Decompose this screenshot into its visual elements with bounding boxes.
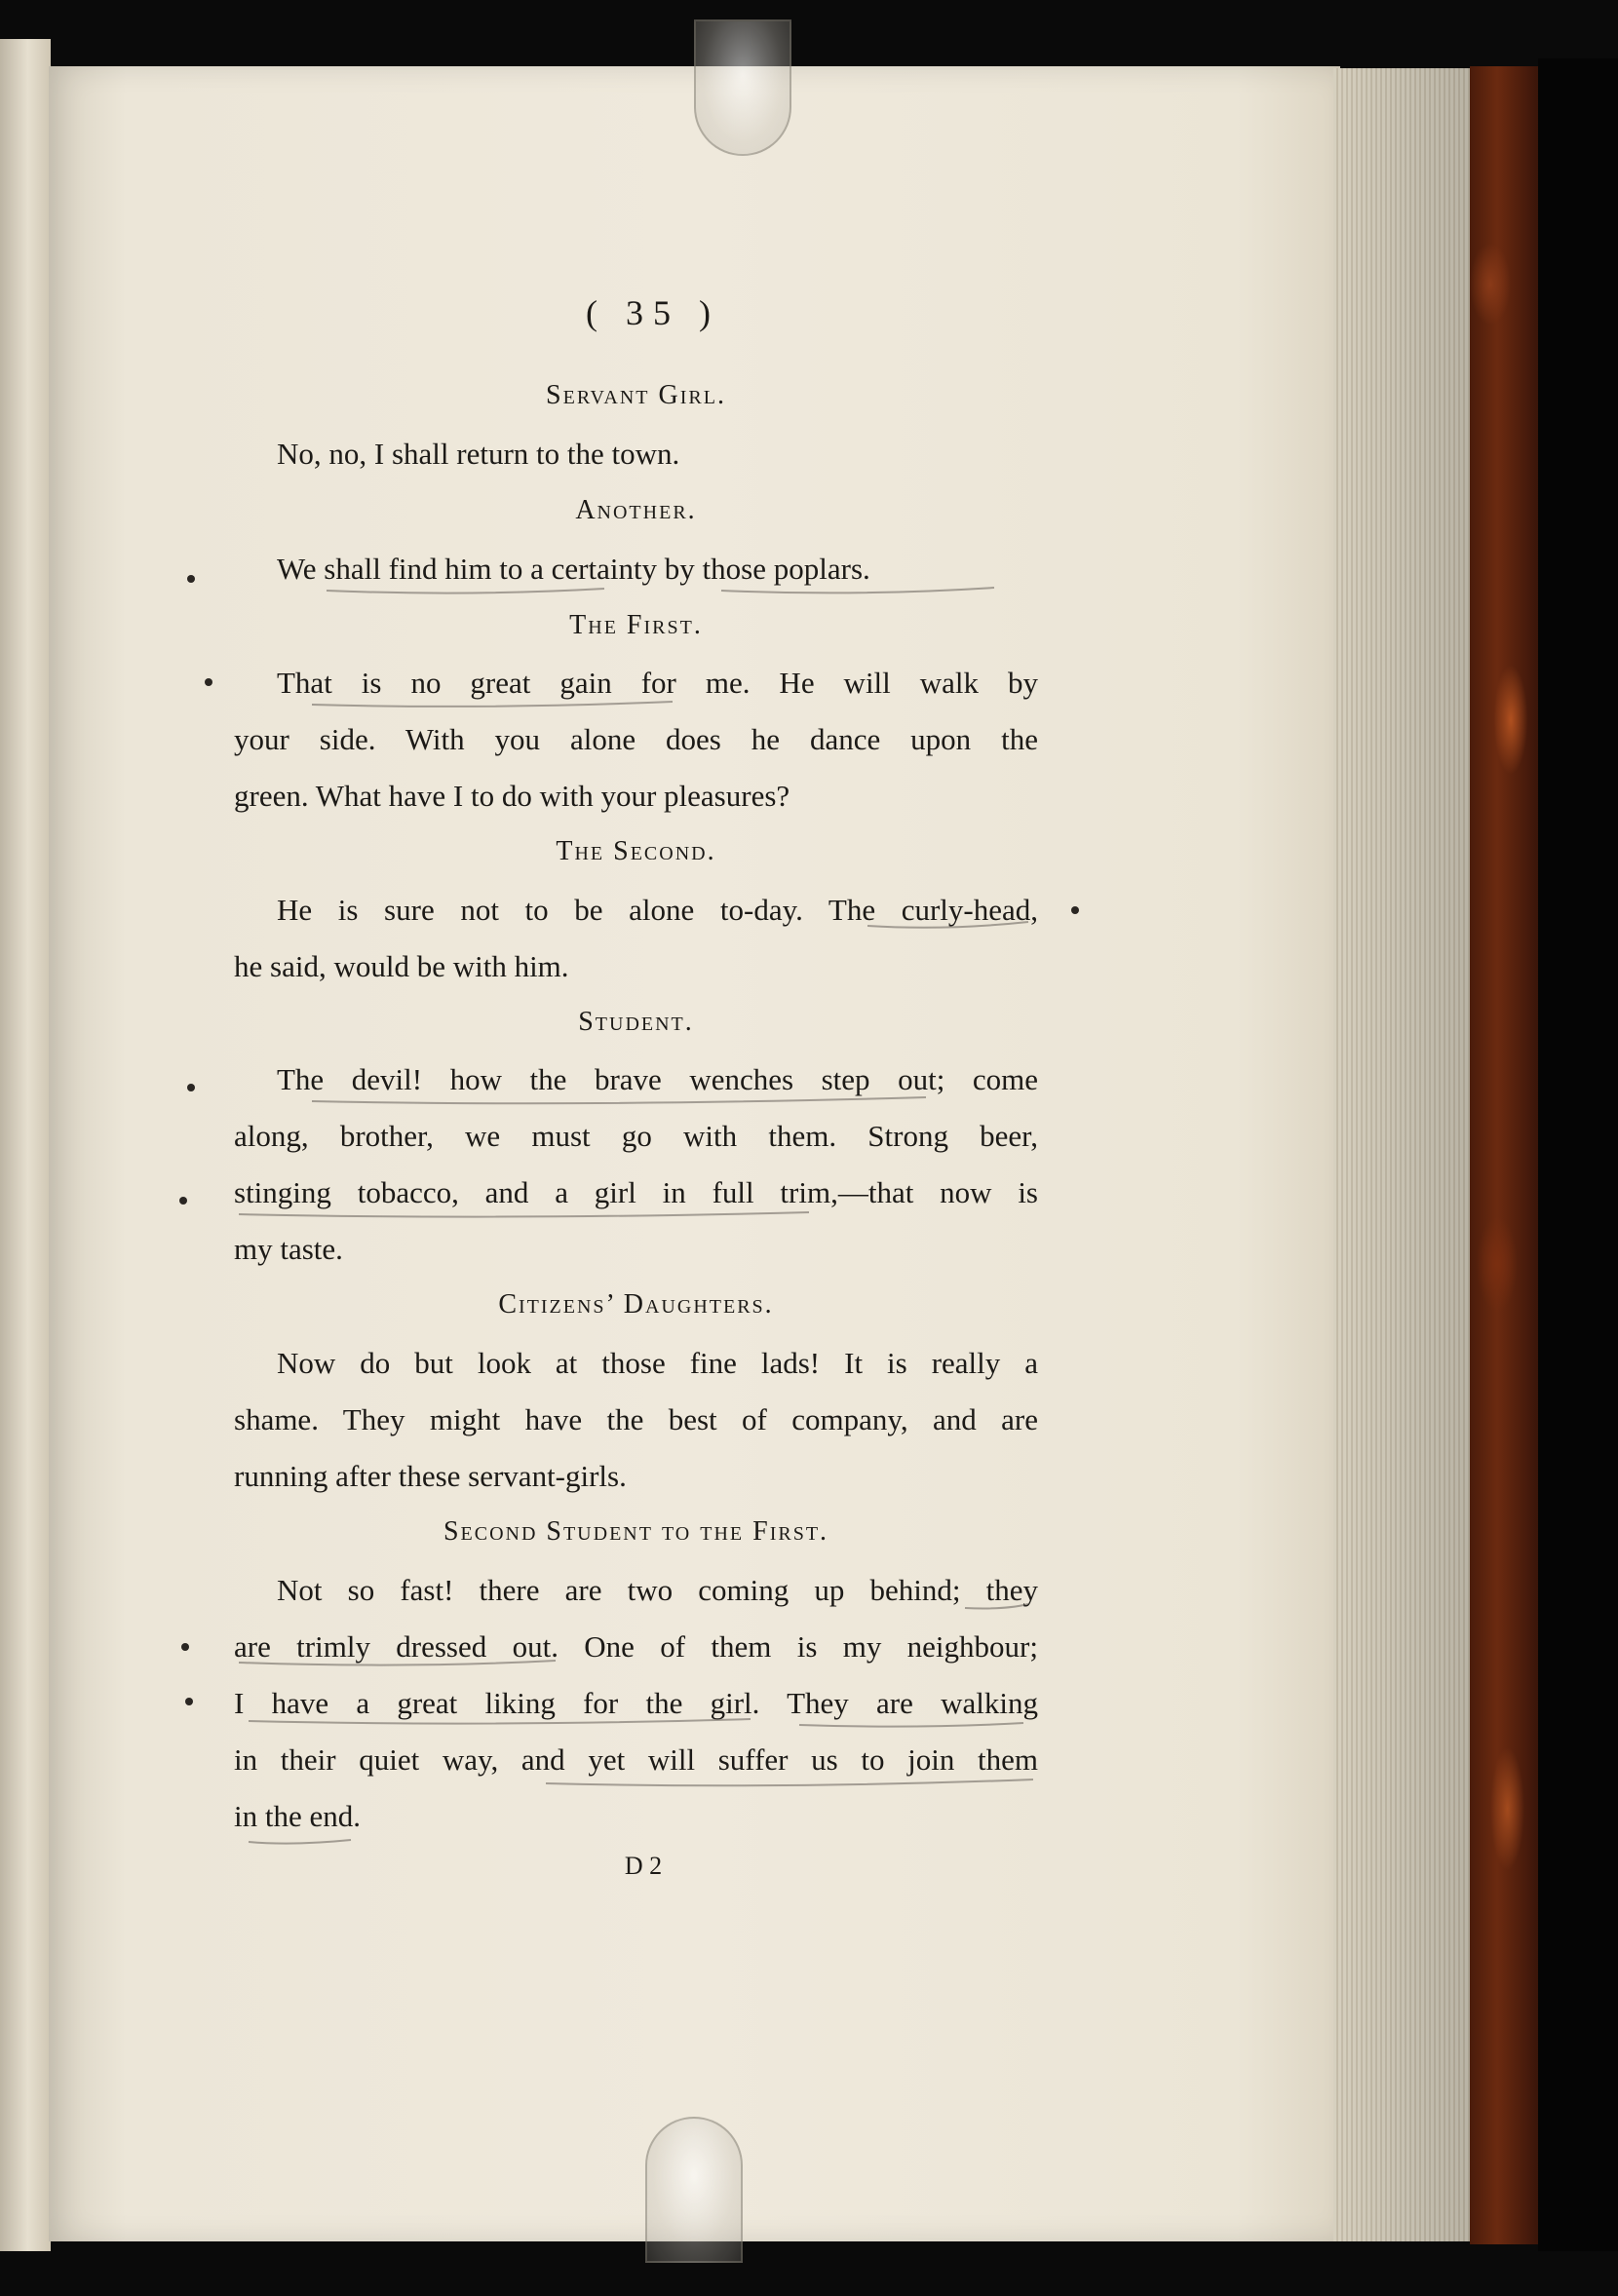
page-number: ( 35 ) (586, 293, 720, 332)
text-line: Now do but look at those fine lads! It is really a (277, 1346, 1038, 1380)
top-page-clip (694, 19, 791, 156)
speaker-citizens-daughters: Citizens’ Daughters. (498, 1289, 774, 1320)
text-line: No, no, I shall return to the town. (277, 437, 680, 471)
page-stack-shade (1333, 68, 1470, 2241)
text-line: The devil! how the brave wenches step out; come (277, 1062, 1038, 1096)
speaker-servant-girl: Servant Girl. (546, 380, 726, 410)
text-line: are trimly dressed out. One of them is my neighbour; (234, 1629, 1038, 1664)
speaker-student: Student. (578, 1007, 694, 1037)
text-line: stinging tobacco, and a girl in full trim,—that now is (234, 1175, 1038, 1209)
cover-edge (1538, 58, 1618, 2251)
text-line: That is no great gain for me. He will walk by (277, 666, 1038, 700)
text-line: in their quiet way, and yet will suffer us to join them (234, 1742, 1038, 1777)
speaker-the-second: The Second. (556, 836, 716, 866)
text-line: Not so fast! there are two coming up behind; they (277, 1573, 1038, 1607)
bottom-page-clip (645, 2117, 743, 2263)
text-line: along, brother, we must go with them. Strong beer, (234, 1119, 1038, 1153)
text-line: your side. With you alone does he dance upon the (234, 722, 1038, 756)
text-line: shame. They might have the best of company, and are (234, 1402, 1038, 1436)
text-line-content: We shall find him to a certainty by those poplars. (277, 552, 870, 586)
text-line (234, 552, 1038, 587)
text-line: he said, would be with him. (234, 949, 569, 983)
text-line: I have a great liking for the girl. They are walking (234, 1686, 1038, 1720)
text-line: green. What have I to do with your pleasures? (234, 779, 790, 813)
marbled-cover (1470, 66, 1538, 2244)
left-page-edge (0, 39, 51, 2251)
signature-mark: D 2 (624, 1852, 663, 1880)
text-line: my taste. (234, 1232, 343, 1266)
text-line: He is sure not to be alone to-day. The curly-head, (277, 893, 1038, 927)
text-line: in the end. (234, 1799, 361, 1833)
speaker-another: Another. (575, 495, 697, 525)
speaker-the-first: The First. (569, 610, 703, 640)
text-line: running after these servant-girls. (234, 1459, 627, 1493)
speaker-second-student: Second Student to the First. (443, 1516, 829, 1547)
